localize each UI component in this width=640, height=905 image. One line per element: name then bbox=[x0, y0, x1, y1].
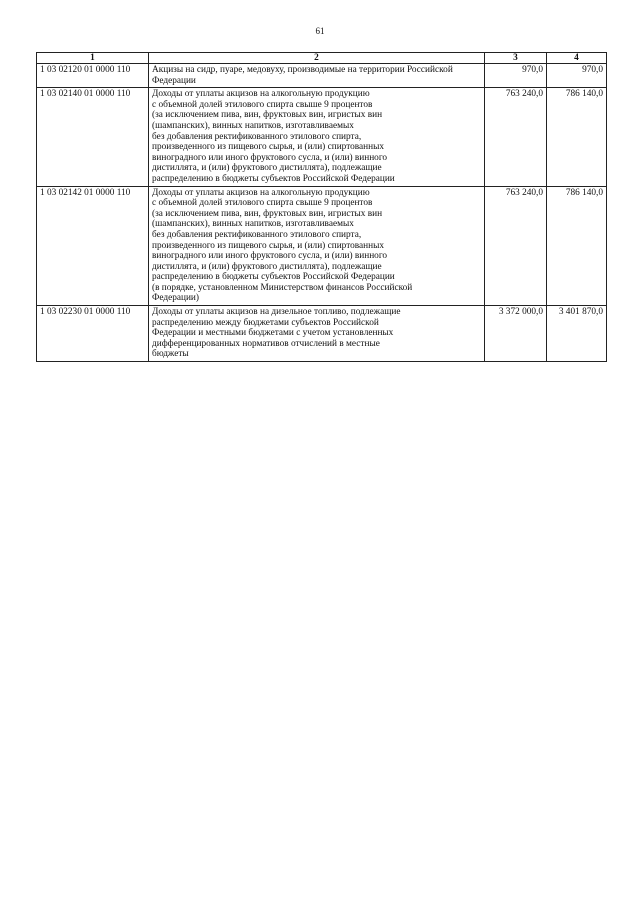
value-year-1-cell: 763 240,0 bbox=[485, 186, 547, 306]
table-header-row bbox=[37, 53, 607, 64]
value-year-2-cell: 786 140,0 bbox=[547, 186, 607, 306]
description-cell: Доходы от уплаты акцизов на дизельное топливо, подлежащие распределению между бюджетами субъектов Российской Федерации и местными бюджетами с учетом установленных дифференцированных нормативов отчислений в местные бюджеты bbox=[149, 306, 485, 362]
value-year-1-cell: 3 372 000,0 bbox=[485, 306, 547, 362]
value-year-2-cell: 786 140,0 bbox=[547, 88, 607, 186]
column-header-4: 4 bbox=[547, 53, 607, 64]
column-header-2: 2 bbox=[149, 53, 485, 64]
column-header-1: 1 bbox=[37, 53, 149, 64]
value-year-1-cell: 763 240,0 bbox=[485, 88, 547, 186]
value-year-2-cell: 3 401 870,0 bbox=[547, 306, 607, 362]
budget-code-cell: 1 03 02140 01 0000 110 bbox=[37, 88, 149, 186]
description-cell: Доходы от уплаты акцизов на алкогольную продукцию с объемной долей этилового спирта свыше 9 процентов (за исключением пива, вин, фруктовых вин, игристых вин (шампанских), винных напитков, изготавливаемых без добавления ректификованного этилового спирта, произведенного из пищевого сырья, и (или) спиртованных виноградного или иного фруктового сусла, и (или) винного дистиллята, и (или) фруктового дистиллята), подлежащие распределению в бюджеты субъектов Российской Федерации bbox=[149, 88, 485, 186]
table-row bbox=[37, 306, 607, 362]
description-cell: Доходы от уплаты акцизов на алкогольную продукцию с объемной долей этилового спирта свыше 9 процентов (за исключением пива, вин, фруктовых вин, игристых вин (шампанских), винных напитков, изготавливаемых без добавления ректификованного этилового спирта, произведенного из пищевого сырья, и (или) спиртованных виноградного или иного фруктового сусла, и (или) винного дистиллята, и (или) фруктового дистиллята), подлежащие распределению в бюджеты субъектов Российской Федерации (в порядке, установленном Министерством финансов Российской Федерации) bbox=[149, 186, 485, 306]
budget-code-cell: 1 03 02120 01 0000 110 bbox=[37, 64, 149, 88]
page-number: 61 bbox=[315, 26, 325, 36]
table-row bbox=[37, 88, 607, 186]
revenue-table bbox=[36, 52, 607, 362]
table-row bbox=[37, 64, 607, 88]
description-cell: Акцизы на сидр, пуаре, медовуху, производимые на территории Российской Федерации bbox=[149, 64, 485, 88]
value-year-1-cell: 970,0 bbox=[485, 64, 547, 88]
column-header-3: 3 bbox=[485, 53, 547, 64]
budget-code-cell: 1 03 02230 01 0000 110 bbox=[37, 306, 149, 362]
budget-code-cell: 1 03 02142 01 0000 110 bbox=[37, 186, 149, 306]
value-year-2-cell: 970,0 bbox=[547, 64, 607, 88]
table-row bbox=[37, 186, 607, 306]
